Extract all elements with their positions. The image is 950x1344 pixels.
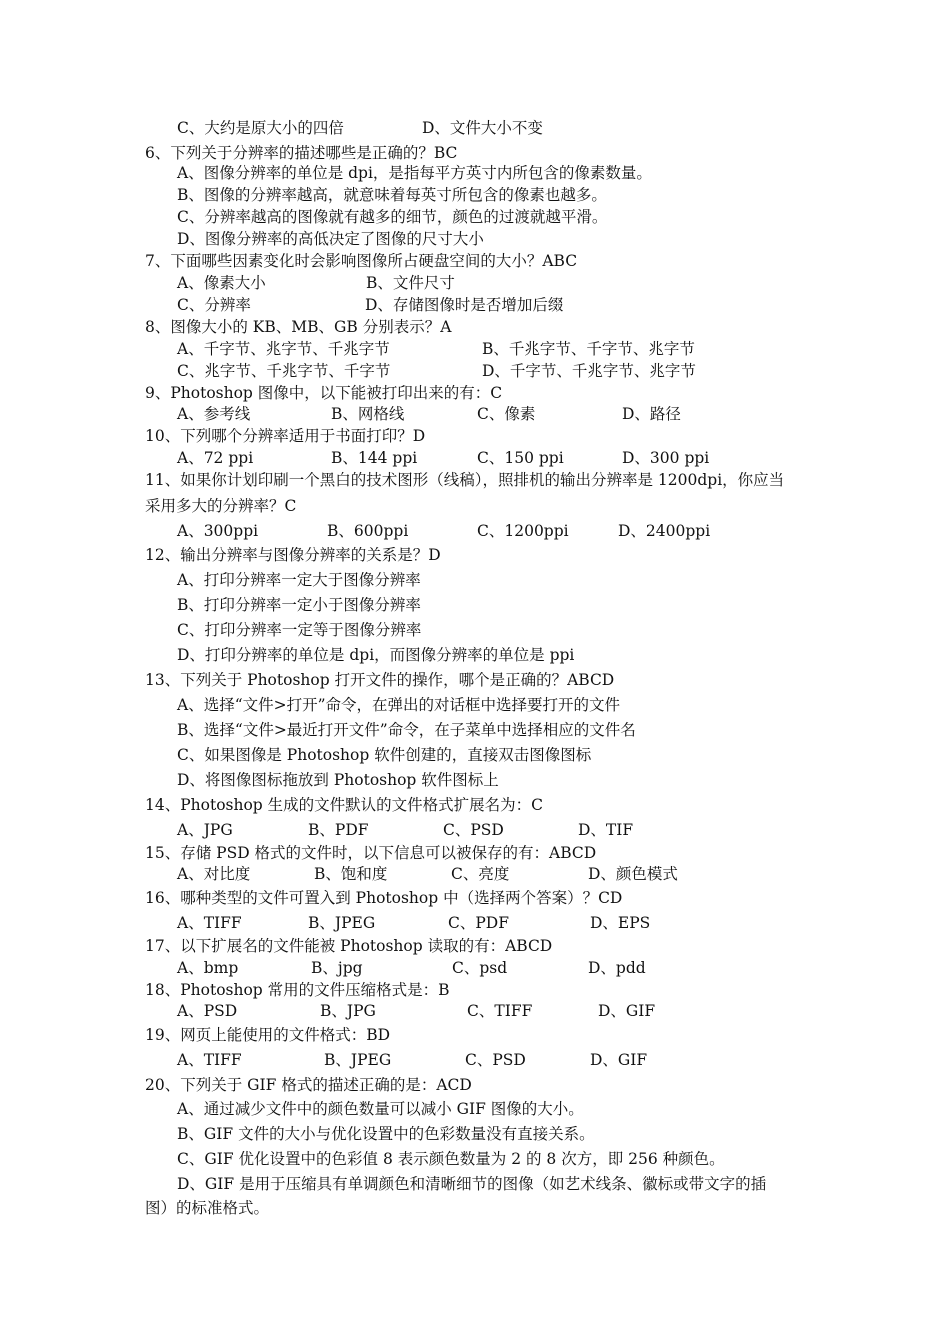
line-text: 12、输出分辨率与图像分辨率的关系是？D [145,546,441,564]
line-text: B、选择“文件>最近打开文件”命令，在子菜单中选择相应的文件名 [177,721,636,739]
line-text: 13、下列关于 Photoshop 打开文件的操作，哪个是正确的？ABCD [145,671,615,689]
line-text: A、打印分辨率一定大于图像分辨率 [177,571,421,589]
option-text: A、JPG [177,821,233,839]
line-text: 9、Photoshop 图像中，以下能被打印出来的有：C [145,384,503,402]
line-text: 18、Photoshop 常用的文件压缩格式是：B [145,981,450,999]
option-text: C、PDF [448,914,509,932]
option-text: D、颜色模式 [588,865,678,883]
option-text: D、GIF [590,1051,648,1069]
option-text: A、像素大小 [177,274,266,292]
line-text: C、打印分辨率一定等于图像分辨率 [177,621,422,639]
line-text: 采用多大的分辨率？C [145,497,297,515]
option-text: C、150 ppi [477,449,564,467]
line-text: D、打印分辨率的单位是 dpi，而图像分辨率的单位是 ppi [177,646,575,664]
line-text: 6、下列关于分辨率的描述哪些是正确的？BC [145,144,458,162]
line-text: 11、如果你计划印刷一个黑白的技术图形（线稿），照排机的输出分辨率是 1200dpi，你应当 [145,471,785,489]
option-text: B、网格线 [331,405,405,423]
option-text: A、72 ppi [177,449,254,467]
line-text: 17、以下扩展名的文件能被 Photoshop 读取的有：ABCD [145,937,553,955]
option-text: D、300 ppi [622,449,710,467]
line-text: C、如果图像是 Photoshop 软件创建的，直接双击图像图标 [177,746,592,764]
option-text: D、2400ppi [618,522,711,540]
option-text: B、JPG [320,1002,376,1020]
line-text: 8、图像大小的 KB、MB、GB 分别表示？A [145,318,452,336]
line-text: 20、下列关于 GIF 格式的描述正确的是：ACD [145,1076,472,1094]
line-text: 7、下面哪些因素变化时会影响图像所占硬盘空间的大小？ABC [145,252,578,270]
option-text: C、psd [452,959,508,977]
line-text: 16、哪种类型的文件可置入到 Photoshop 中（选择两个答案）？CD [145,889,623,907]
option-text: D、千字节、千兆字节、兆字节 [482,362,696,380]
option-text: C、PSD [443,821,504,839]
option-text: B、600ppi [327,522,409,540]
line-text: B、GIF 文件的大小与优化设置中的色彩数量没有直接关系。 [177,1125,595,1143]
option-text: B、饱和度 [314,865,388,883]
option-text: D、EPS [590,914,651,932]
option-text: C、大约是原大小的四倍 [177,119,344,137]
option-text: C、PSD [465,1051,526,1069]
option-text: A、TIFF [177,914,242,932]
option-text: B、PDF [308,821,369,839]
line-text: B、打印分辨率一定小于图像分辨率 [177,596,421,614]
option-text: C、TIFF [467,1002,533,1020]
option-text: B、jpg [311,959,363,977]
line-text: A、选择“文件>打开”命令，在弹出的对话框中选择要打开的文件 [177,696,621,714]
line-text: B、图像的分辨率越高，就意味着每英寸所包含的像素也越多。 [177,186,607,204]
option-text: C、像素 [477,405,536,423]
line-text: A、图像分辨率的单位是 dpi，是指每平方英寸内所包含的像素数量。 [177,164,652,182]
option-text: D、TIF [578,821,634,839]
option-text: B、JPEG [308,914,376,932]
option-text: B、144 ppi [331,449,418,467]
option-text: D、路径 [622,405,681,423]
option-text: D、存储图像时是否增加后缀 [365,296,564,314]
option-text: D、GIF [598,1002,656,1020]
option-text: C、亮度 [451,865,510,883]
option-text: A、bmp [177,959,239,977]
option-text: B、千兆字节、千字节、兆字节 [482,340,695,358]
option-text: A、300ppi [177,522,259,540]
line-text: A、通过减少文件中的颜色数量可以减小 GIF 图像的大小。 [177,1100,584,1118]
line-text: C、分辨率越高的图像就有越多的细节，颜色的过渡就越平滑。 [177,208,608,226]
line-text: D、图像分辨率的高低决定了图像的尺寸大小 [177,230,484,248]
option-text: D、文件大小不变 [422,119,543,137]
option-text: D、pdd [588,959,646,977]
line-text: 15、存储 PSD 格式的文件时，以下信息可以被保存的有：ABCD [145,844,597,862]
option-text: C、分辨率 [177,296,251,314]
option-text: C、1200ppi [477,522,569,540]
line-text: 19、网页上能使用的文件格式：BD [145,1026,391,1044]
option-text: B、文件尺寸 [366,274,455,292]
line-text: 14、Photoshop 生成的文件默认的文件格式扩展名为：C [145,796,544,814]
line-text: 图）的标准格式。 [145,1199,270,1217]
option-text: A、对比度 [177,865,251,883]
option-text: C、兆字节、千兆字节、千字节 [177,362,391,380]
option-text: A、千字节、兆字节、千兆字节 [177,340,390,358]
line-text: 10、下列哪个分辨率适用于书面打印？D [145,427,426,445]
line-text: D、GIF 是用于压缩具有单调颜色和清晰细节的图像（如艺术线条、徽标或带文字的插 [177,1175,767,1193]
line-text: D、将图像图标拖放到 Photoshop 软件图标上 [177,771,499,789]
option-text: A、参考线 [177,405,251,423]
option-text: B、JPEG [324,1051,392,1069]
option-text: A、TIFF [177,1051,242,1069]
line-text: C、GIF 优化设置中的色彩值 8 表示颜色数量为 2 的 8 次方，即 256 种颜色。 [177,1150,725,1168]
option-text: A、PSD [177,1002,238,1020]
